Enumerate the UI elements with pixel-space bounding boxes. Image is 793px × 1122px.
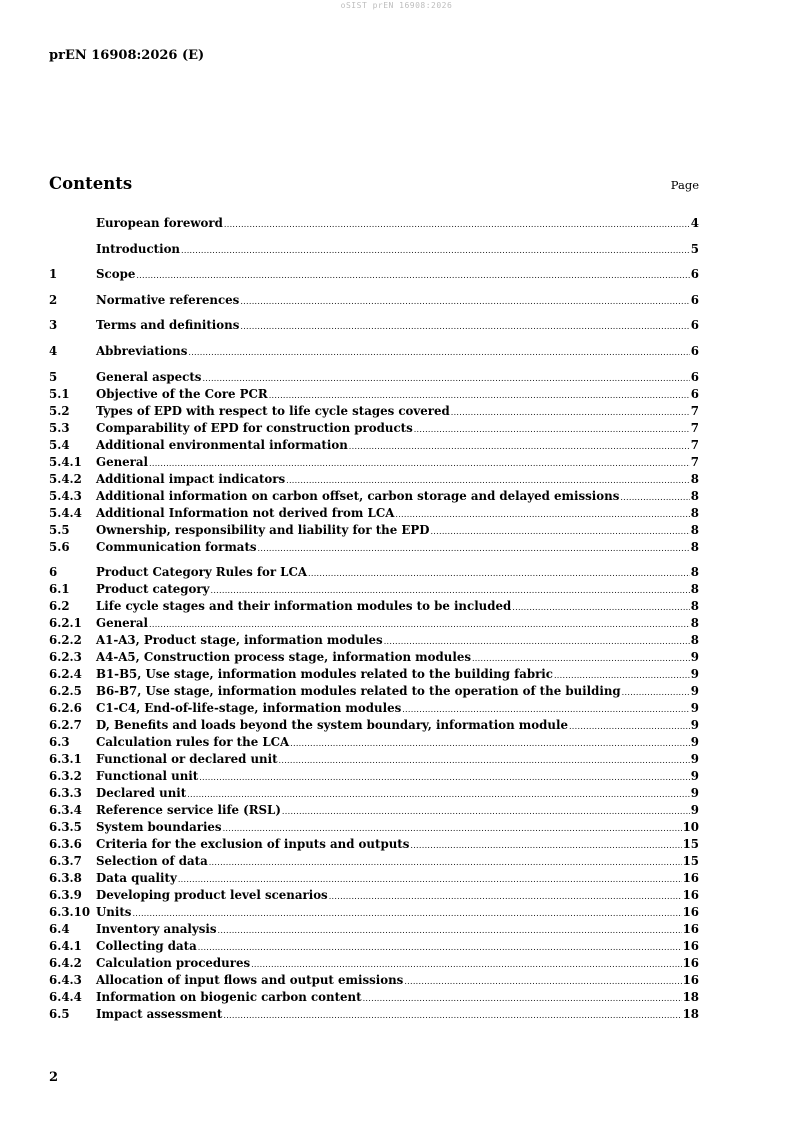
toc-entry[interactable]: [49, 292, 699, 309]
toc-entry[interactable]: [49, 522, 699, 539]
toc-entry-page: 16: [682, 939, 699, 954]
toc-entry-page: 6: [690, 318, 699, 333]
toc-entry-page: 10: [682, 820, 699, 835]
toc-entry-number: 5.4.3: [49, 488, 82, 503]
toc-dot-leader: [223, 1007, 681, 1024]
toc-entry-title: Scope: [96, 267, 136, 282]
toc-entry-number: 6.2.2: [49, 633, 82, 648]
toc-dot-leader: [187, 786, 690, 803]
toc-entry[interactable]: [49, 403, 699, 420]
toc-entry-title: Units: [96, 905, 132, 920]
toc-entry-number: 6.4: [49, 922, 70, 937]
toc-entry-page: 6: [690, 369, 699, 384]
toc-entry-page: 9: [690, 684, 699, 699]
toc-entry-page: 8: [690, 565, 699, 580]
toc-dot-leader: [290, 735, 690, 752]
toc-entry-number: 5.6: [49, 539, 70, 554]
toc-entry-title: Declared unit: [96, 786, 187, 801]
toc-entry-number: 6.2.5: [49, 684, 82, 699]
toc-entry-title: System boundaries: [96, 820, 222, 835]
toc-entry-page: 16: [682, 973, 699, 988]
toc-dot-leader: [384, 633, 690, 650]
toc-entry-title: Reference service life (RSL): [96, 803, 281, 818]
toc-entry[interactable]: [49, 989, 699, 1006]
toc-dot-leader: [402, 701, 690, 718]
toc-entry-number: 5: [49, 369, 58, 384]
toc-entry[interactable]: [49, 938, 699, 955]
toc-entry-page: 8: [690, 616, 699, 631]
toc-entry-title: Selection of data: [96, 854, 208, 869]
toc-entry-number: 5.4.2: [49, 471, 82, 486]
toc-entry-title: European foreword: [96, 216, 223, 230]
toc-entry[interactable]: [49, 683, 699, 700]
toc-entry-number: 6.2.4: [49, 667, 82, 682]
toc-entry-title: Product Category Rules for LCA: [96, 565, 308, 580]
toc-entry-title: Introduction: [96, 241, 181, 256]
toc-entry-number: 6.4.1: [49, 939, 82, 954]
toc-entry-number: 6.3.8: [49, 871, 82, 886]
toc-entry-title: Functional unit: [96, 769, 199, 784]
toc-entry[interactable]: [49, 420, 699, 437]
toc-entry-page: 8: [690, 599, 699, 614]
toc-dot-leader: [279, 752, 690, 769]
toc-entry-page: 8: [690, 633, 699, 648]
toc-entry-title: Objective of the Core PCR: [96, 386, 268, 401]
toc-dot-leader: [451, 404, 690, 421]
toc-dot-leader: [472, 650, 690, 667]
toc-entry-title: Calculation rules for the LCA: [96, 735, 290, 750]
toc-dot-leader: [224, 216, 690, 233]
toc-entry-number: 5.4.1: [49, 454, 82, 469]
toc-dot-leader: [211, 582, 690, 599]
toc-entry-number: 6.1: [49, 582, 70, 597]
toc-entry[interactable]: [49, 972, 699, 989]
toc-entry-title: Additional Information not derived from LCA: [96, 505, 395, 520]
toc-entry-title: Communication formats: [96, 539, 257, 554]
toc-entry-page: 6: [690, 386, 699, 401]
toc-entry-page: 18: [682, 990, 699, 1005]
toc-entry[interactable]: [49, 870, 699, 887]
toc-entry[interactable]: [49, 317, 699, 334]
toc-entry-page: 18: [682, 1007, 699, 1022]
toc-entry-number: 6.2.6: [49, 701, 82, 716]
toc-entry[interactable]: [49, 700, 699, 717]
toc-dot-leader: [404, 973, 681, 990]
toc-entry[interactable]: [49, 454, 699, 471]
toc-dot-leader: [620, 489, 689, 506]
toc-entry-title: Additional impact indicators: [96, 471, 286, 486]
toc-dot-leader: [363, 990, 682, 1007]
toc-entry-number: 6.3.6: [49, 837, 82, 852]
toc-entry-title: Terms and definitions: [96, 318, 240, 333]
toc-entry-number: 6.2: [49, 599, 70, 614]
toc-dot-leader: [258, 540, 690, 557]
toc-entry-page: 8: [690, 582, 699, 597]
toc-entry[interactable]: [49, 539, 699, 556]
toc-entry-page: 15: [682, 854, 699, 869]
toc-entry-title: Additional information on carbon offset, carbon storage and delayed emissions: [96, 488, 620, 503]
toc-entry-page: 9: [690, 769, 699, 784]
toc-entry[interactable]: [49, 904, 699, 921]
toc-entry-title: Inventory analysis: [96, 922, 217, 937]
toc-entry[interactable]: [49, 266, 699, 283]
toc-entry-page: 8: [690, 539, 699, 554]
toc-entry-page: 4: [690, 216, 699, 230]
toc-entry-number: 5.4.4: [49, 505, 82, 520]
toc-entry-number: 6.3.4: [49, 803, 82, 818]
toc-entry[interactable]: [49, 471, 699, 488]
toc-entry-title: Additional environmental information: [96, 437, 348, 452]
toc-entry[interactable]: [49, 768, 699, 785]
toc-entry-page: 9: [690, 718, 699, 733]
toc-entry[interactable]: [49, 615, 699, 632]
document-id: prEN 16908:2026 (E): [49, 48, 205, 63]
toc-entry[interactable]: [49, 819, 699, 836]
toc-entry[interactable]: [49, 836, 699, 853]
toc-entry-title: General aspects: [96, 369, 202, 384]
toc-entry-number: 4: [49, 343, 58, 358]
toc-entry[interactable]: [49, 581, 699, 598]
toc-entry[interactable]: [49, 887, 699, 904]
table-of-contents: [49, 215, 699, 1023]
toc-entry-number: 6.4.3: [49, 973, 82, 988]
toc-dot-leader: [240, 318, 689, 335]
toc-entry-number: 6.3.5: [49, 820, 82, 835]
toc-dot-leader: [178, 871, 682, 888]
toc-entry[interactable]: [49, 717, 699, 734]
toc-entry-number: 6.4.4: [49, 990, 82, 1005]
toc-entry-title: D, Benefits and loads beyond the system boundary, information module: [96, 718, 568, 733]
toc-entry[interactable]: [49, 853, 699, 870]
toc-entry-title: C1-C4, End-of-life-stage, information modules: [96, 701, 402, 716]
toc-entry-title: Ownership, responsibility and liability for the EPD: [96, 522, 430, 537]
toc-entry[interactable]: [49, 241, 699, 258]
toc-entry[interactable]: [49, 734, 699, 751]
toc-entry-number: 5.5: [49, 522, 70, 537]
toc-entry[interactable]: [49, 343, 699, 360]
toc-entry-title: Normative references: [96, 292, 240, 307]
toc-entry-title: Developing product level scenarios: [96, 888, 328, 903]
toc-entry-page: 8: [690, 471, 699, 486]
toc-entry-number: 5.3: [49, 420, 70, 435]
toc-entry-page: 6: [690, 343, 699, 358]
toc-entry[interactable]: [49, 955, 699, 972]
toc-dot-leader: [181, 242, 690, 259]
toc-entry-number: 5.1: [49, 386, 70, 401]
toc-entry-page: 15: [682, 837, 699, 852]
page-column-label: Page: [670, 178, 699, 192]
toc-entry[interactable]: [49, 1006, 699, 1023]
toc-entry-number: 6.3.2: [49, 769, 82, 784]
toc-entry-page: 8: [690, 522, 699, 537]
toc-dot-leader: [349, 438, 690, 455]
toc-dot-leader: [395, 506, 689, 523]
toc-dot-leader: [218, 922, 682, 939]
toc-dot-leader: [622, 684, 690, 701]
toc-entry-page: 16: [682, 922, 699, 937]
toc-entry-page: 7: [690, 454, 699, 469]
contents-header: [49, 174, 699, 193]
toc-entry-page: 8: [690, 488, 699, 503]
toc-entry[interactable]: [49, 751, 699, 768]
toc-dot-leader: [198, 939, 682, 956]
toc-entry-page: 9: [690, 701, 699, 716]
toc-dot-leader: [202, 370, 689, 387]
watermark: oSIST prEN 16908:2026: [340, 1, 453, 10]
toc-entry-page: 9: [690, 803, 699, 818]
toc-entry-page: 9: [690, 667, 699, 682]
toc-entry-title: Collecting data: [96, 939, 197, 954]
toc-entry[interactable]: [49, 649, 699, 666]
toc-entry-number: 6.3.10: [49, 905, 91, 920]
toc-dot-leader: [251, 956, 681, 973]
toc-entry-number: 1: [49, 267, 58, 282]
toc-dot-leader: [414, 421, 690, 438]
toc-dot-leader: [269, 387, 690, 404]
toc-entry[interactable]: [49, 215, 699, 232]
toc-entry-number: 6.5: [49, 1007, 70, 1022]
page-number: 2: [49, 1070, 59, 1085]
toc-entry-title: Impact assessment: [96, 1007, 223, 1022]
toc-entry[interactable]: [49, 505, 699, 522]
toc-dot-leader: [132, 905, 681, 922]
toc-dot-leader: [149, 455, 690, 472]
toc-entry-number: 3: [49, 318, 58, 333]
toc-entry-number: 6.2.3: [49, 650, 82, 665]
toc-dot-leader: [149, 616, 690, 633]
toc-entry-page: 9: [690, 752, 699, 767]
toc-entry-title: A1-A3, Product stage, information modules: [96, 633, 383, 648]
toc-entry-number: 6.3.3: [49, 786, 82, 801]
toc-entry-page: 6: [690, 267, 699, 282]
toc-dot-leader: [188, 344, 689, 361]
toc-entry-title: Product category: [96, 582, 210, 597]
toc-entry[interactable]: [49, 785, 699, 802]
toc-dot-leader: [512, 599, 690, 616]
toc-entry-title: B1-B5, Use stage, information modules related to the building fabric: [96, 667, 553, 682]
toc-entry[interactable]: [49, 921, 699, 938]
toc-entry-number: 6.2.1: [49, 616, 82, 631]
toc-entry-page: 7: [690, 403, 699, 418]
toc-entry[interactable]: [49, 802, 699, 819]
toc-entry-number: 5.4: [49, 437, 70, 452]
toc-entry-title: Abbreviations: [96, 343, 188, 358]
toc-entry-page: 5: [690, 241, 699, 256]
toc-entry-page: 7: [690, 437, 699, 452]
toc-entry-page: 16: [682, 956, 699, 971]
toc-dot-leader: [223, 820, 682, 837]
toc-entry-page: 7: [690, 420, 699, 435]
toc-entry-title: B6-B7, Use stage, information modules related to the operation of the building: [96, 684, 621, 699]
toc-entry-title: Information on biogenic carbon content: [96, 990, 362, 1005]
toc-dot-leader: [410, 837, 681, 854]
toc-entry-number: 6: [49, 565, 58, 580]
toc-entry-page: 9: [690, 735, 699, 750]
toc-entry-number: 2: [49, 292, 58, 307]
toc-entry-title: General: [96, 616, 149, 631]
toc-entry-page: 9: [690, 786, 699, 801]
toc-dot-leader: [136, 267, 689, 284]
toc-entry[interactable]: [49, 369, 699, 386]
toc-entry-number: 6.3.1: [49, 752, 82, 767]
toc-dot-leader: [199, 769, 690, 786]
toc-entry[interactable]: [49, 488, 699, 505]
toc-entry[interactable]: [49, 598, 699, 615]
toc-entry-title: Calculation procedures: [96, 956, 251, 971]
toc-entry-number: 6.3: [49, 735, 70, 750]
toc-entry-number: 6.3.7: [49, 854, 82, 869]
toc-entry-number: 6.3.9: [49, 888, 82, 903]
toc-entry-title: General: [96, 454, 149, 469]
toc-entry-title: Allocation of input flows and output emissions: [96, 973, 404, 988]
toc-entry-page: 16: [682, 871, 699, 886]
toc-entry[interactable]: [49, 386, 699, 403]
toc-dot-leader: [286, 472, 690, 489]
toc-entry-number: 5.2: [49, 403, 70, 418]
toc-entry-page: 6: [690, 292, 699, 307]
toc-dot-leader: [569, 718, 690, 735]
toc-entry-title: Life cycle stages and their information modules to be included: [96, 599, 512, 614]
toc-entry-page: 8: [690, 505, 699, 520]
toc-dot-leader: [554, 667, 690, 684]
toc-entry[interactable]: [49, 666, 699, 683]
toc-entry-title: A4-A5, Construction process stage, information modules: [96, 650, 471, 665]
toc-entry[interactable]: [49, 564, 699, 581]
toc-entry-title: Comparability of EPD for construction products: [96, 420, 413, 435]
toc-dot-leader: [308, 565, 690, 582]
toc-dot-leader: [430, 523, 689, 540]
toc-entry-page: 9: [690, 650, 699, 665]
toc-entry[interactable]: [49, 632, 699, 649]
toc-entry-title: Criteria for the exclusion of inputs and outputs: [96, 837, 410, 852]
contents-title: Contents: [49, 174, 133, 193]
toc-dot-leader: [240, 293, 689, 310]
toc-entry-number: 6.2.7: [49, 718, 82, 733]
toc-entry[interactable]: [49, 437, 699, 454]
toc-dot-leader: [209, 854, 682, 871]
toc-entry-page: 16: [682, 905, 699, 920]
toc-entry-number: 6.4.2: [49, 956, 82, 971]
toc-entry-title: Data quality: [96, 871, 177, 886]
toc-dot-leader: [282, 803, 690, 820]
toc-entry-title: Types of EPD with respect to life cycle stages covered: [96, 403, 450, 418]
toc-entry-page: 16: [682, 888, 699, 903]
toc-entry-title: Functional or declared unit: [96, 752, 278, 767]
toc-dot-leader: [329, 888, 682, 905]
